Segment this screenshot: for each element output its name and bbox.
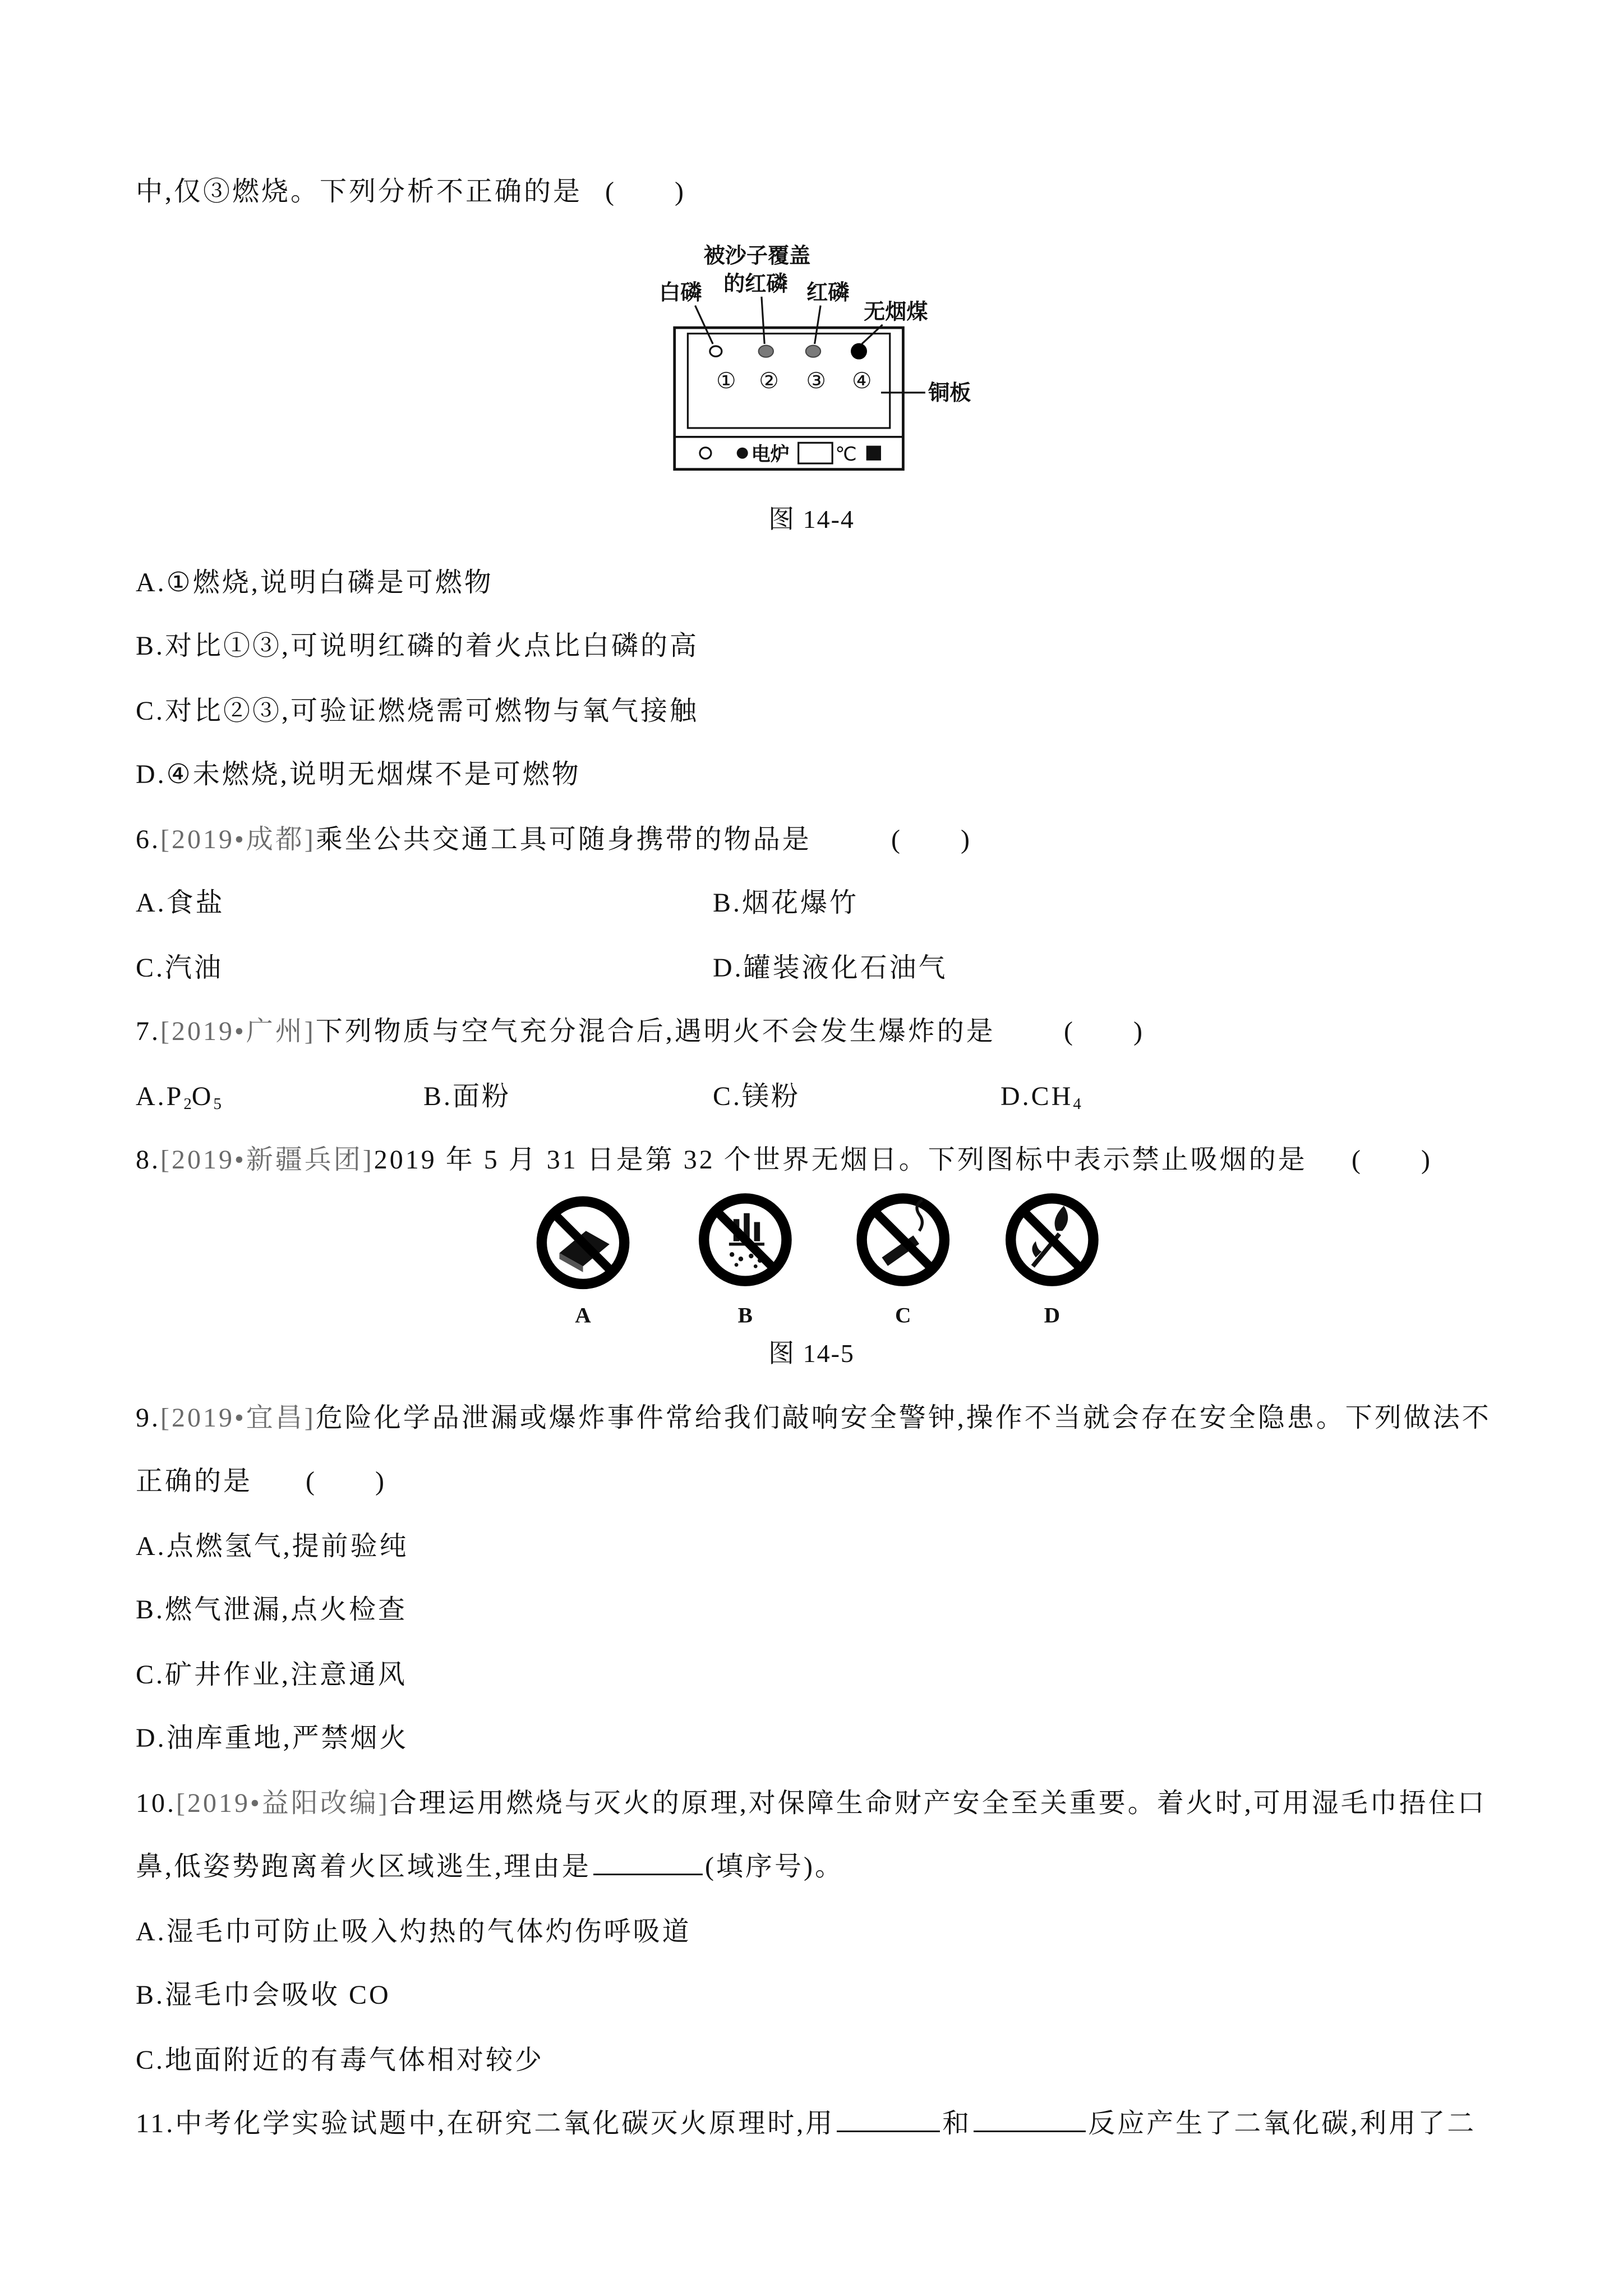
q11-part3: 反应产生了二氧化碳,利用了二	[1088, 2109, 1477, 2138]
q6-option-b: B.烟花爆竹	[713, 888, 859, 918]
q9-source-tag: [2019•宜昌]	[160, 1403, 316, 1433]
q6-option-c: C.汽油	[136, 953, 224, 983]
q7-option-b: B.面粉	[423, 1082, 511, 1111]
q5-option-a: A.①燃烧,说明白磷是可燃物	[136, 568, 494, 597]
figure-14-5-caption: 图 14-5	[768, 1339, 855, 1368]
red-phosphorus-sample	[806, 346, 820, 357]
q10-stem-line1	[136, 1788, 1487, 1819]
q10-option-a: A.湿毛巾可防止吸入灼热的气体灼伤呼吸道	[136, 1917, 691, 1947]
q9-option-b: B.燃气泄漏,点火检查	[136, 1595, 408, 1625]
no-smoking-icon	[862, 1198, 944, 1281]
label-leader-lines	[695, 297, 883, 344]
temperature-display	[799, 443, 833, 463]
marker-4: ④	[852, 367, 872, 394]
label-celsius: ℃	[835, 443, 857, 466]
marker-2: ②	[759, 367, 779, 394]
q9-option-a: A.点燃氢气,提前验纯	[136, 1531, 409, 1561]
q7-option-d	[1000, 1081, 1081, 1112]
q7-option-a	[136, 1081, 222, 1112]
q5-option-d: D.④未燃烧,说明无烟煤不是可燃物	[136, 760, 581, 789]
marker-3: ③	[806, 367, 826, 394]
label-anthracite: 无烟煤	[864, 299, 928, 324]
figure-14-5-signs	[524, 1188, 1129, 1336]
q6-stem	[136, 824, 811, 855]
formula-element: P	[166, 1082, 184, 1111]
q9-stem-text: 危险化学品泄漏或爆炸事件常给我们敲响安全警钟,操作不当就会存在安全隐患。下列做法不	[315, 1403, 1491, 1433]
label-sand-covered: 被沙子覆盖	[703, 243, 811, 268]
q6-option-a: A.食盐	[136, 888, 225, 918]
q7-number: 7.	[136, 1016, 160, 1046]
q8-source-tag: [2019•新疆兵团]	[160, 1145, 374, 1175]
sign-label-a: A	[575, 1303, 591, 1328]
q11-part1: 中考化学实验试题中,在研究二氧化碳灭火原理时,用	[175, 2109, 835, 2138]
q9-answer-paren: ( )	[306, 1466, 386, 1496]
q8-answer-paren: ( )	[1352, 1145, 1432, 1175]
q7-option-d-label: D.	[1000, 1082, 1031, 1111]
q11-answer-blank-2	[974, 2130, 1086, 2132]
q8-stem-text: 2019 年 5 月 31 日是第 32 个世界无烟日。下列图标中表示禁止吸烟的是	[374, 1145, 1307, 1175]
sign-label-b: B	[737, 1303, 753, 1328]
q9-option-d: D.油库重地,严禁烟火	[136, 1723, 409, 1753]
q6-stem-text: 乘坐公共交通工具可随身携带的物品是	[315, 825, 811, 854]
q11-stem	[136, 2108, 1476, 2139]
white-phosphorus-sample	[710, 346, 722, 356]
sign-label-c: C	[895, 1303, 911, 1328]
no-open-flame-icon	[1011, 1198, 1093, 1281]
q6-number: 6.	[136, 825, 160, 854]
formula-element: O	[191, 1082, 214, 1111]
q5-stem-tail: 中,仅③燃烧。下列分析不正确的是	[136, 177, 583, 206]
stove-knob-icon	[700, 448, 711, 459]
sand-covered-red-phosphorus-sample	[759, 346, 773, 357]
q9-stem-line1	[136, 1402, 1491, 1434]
label-electric-stove: 电炉	[751, 443, 790, 466]
q7-answer-paren: ( )	[1064, 1016, 1145, 1046]
q10-option-c: C.地面附近的有毒气体相对较少	[136, 2045, 545, 2075]
q10-source-tag: [2019•益阳改编]	[176, 1788, 390, 1818]
q7-option-c: C.镁粉	[713, 1082, 801, 1111]
formula-subscript: 4	[1073, 1095, 1081, 1114]
q7-option-a-label: A.	[136, 1082, 167, 1111]
q9-number: 9.	[136, 1403, 160, 1433]
figure-14-4-caption: 图 14-4	[768, 505, 855, 533]
q11-number: 11.	[136, 2109, 176, 2138]
q11-answer-blank-1	[837, 2130, 940, 2132]
no-fireworks-icon	[704, 1198, 786, 1281]
label-sand-covered-red-phosphorus: 的红磷	[723, 271, 788, 296]
q8-number: 8.	[136, 1145, 160, 1175]
formula-element: CH	[1031, 1082, 1073, 1111]
no-flammables-icon	[542, 1202, 624, 1284]
q10-answer-blank	[593, 1873, 703, 1875]
q10-stem-line2	[136, 1851, 844, 1883]
figure-14-4-diagram	[649, 236, 989, 484]
formula-subscript: 5	[213, 1095, 222, 1114]
q10-stem-line2-before: 鼻,低姿势跑离着火区域逃生,理由是	[136, 1852, 592, 1881]
q10-option-b: B.湿毛巾会吸收 CO	[136, 1980, 391, 2010]
q5-answer-paren: ( )	[605, 177, 686, 206]
q8-stem	[136, 1144, 1307, 1176]
q6-answer-paren: ( )	[891, 825, 972, 854]
q9-stem-line2: 正确的是	[136, 1466, 253, 1496]
q7-stem	[136, 1016, 995, 1047]
q5-option-b: B.对比①③,可说明红磷的着火点比白磷的高	[136, 631, 699, 661]
label-copper-plate: 铜板	[928, 380, 971, 406]
q10-stem-line2-after: (填序号)。	[705, 1852, 844, 1881]
label-white-phosphorus: 白磷	[659, 280, 702, 305]
q10-stem-text: 合理运用燃烧与灭火的原理,对保障生命财产安全至关重要。着火时,可用湿毛巾捂住口	[389, 1788, 1487, 1818]
q10-number: 10.	[136, 1788, 176, 1818]
formula-subscript: 2	[183, 1095, 192, 1114]
anthracite-sample	[851, 343, 867, 360]
marker-1: ①	[716, 367, 736, 394]
q11-part2: 和	[942, 2109, 972, 2138]
q5-option-c: C.对比②③,可验证燃烧需可燃物与氧气接触	[136, 696, 699, 726]
stove-switch-icon	[866, 446, 881, 461]
stove-indicator-icon	[737, 448, 748, 459]
q7-stem-text: 下列物质与空气充分混合后,遇明火不会发生爆炸的是	[315, 1016, 995, 1046]
q6-source-tag: [2019•成都]	[160, 825, 316, 854]
q6-option-d: D.罐装液化石油气	[713, 953, 948, 983]
q9-option-c: C.矿井作业,注意通风	[136, 1660, 408, 1690]
sign-label-d: D	[1044, 1303, 1061, 1328]
label-red-phosphorus: 红磷	[806, 280, 850, 305]
q7-source-tag: [2019•广州]	[160, 1016, 316, 1046]
